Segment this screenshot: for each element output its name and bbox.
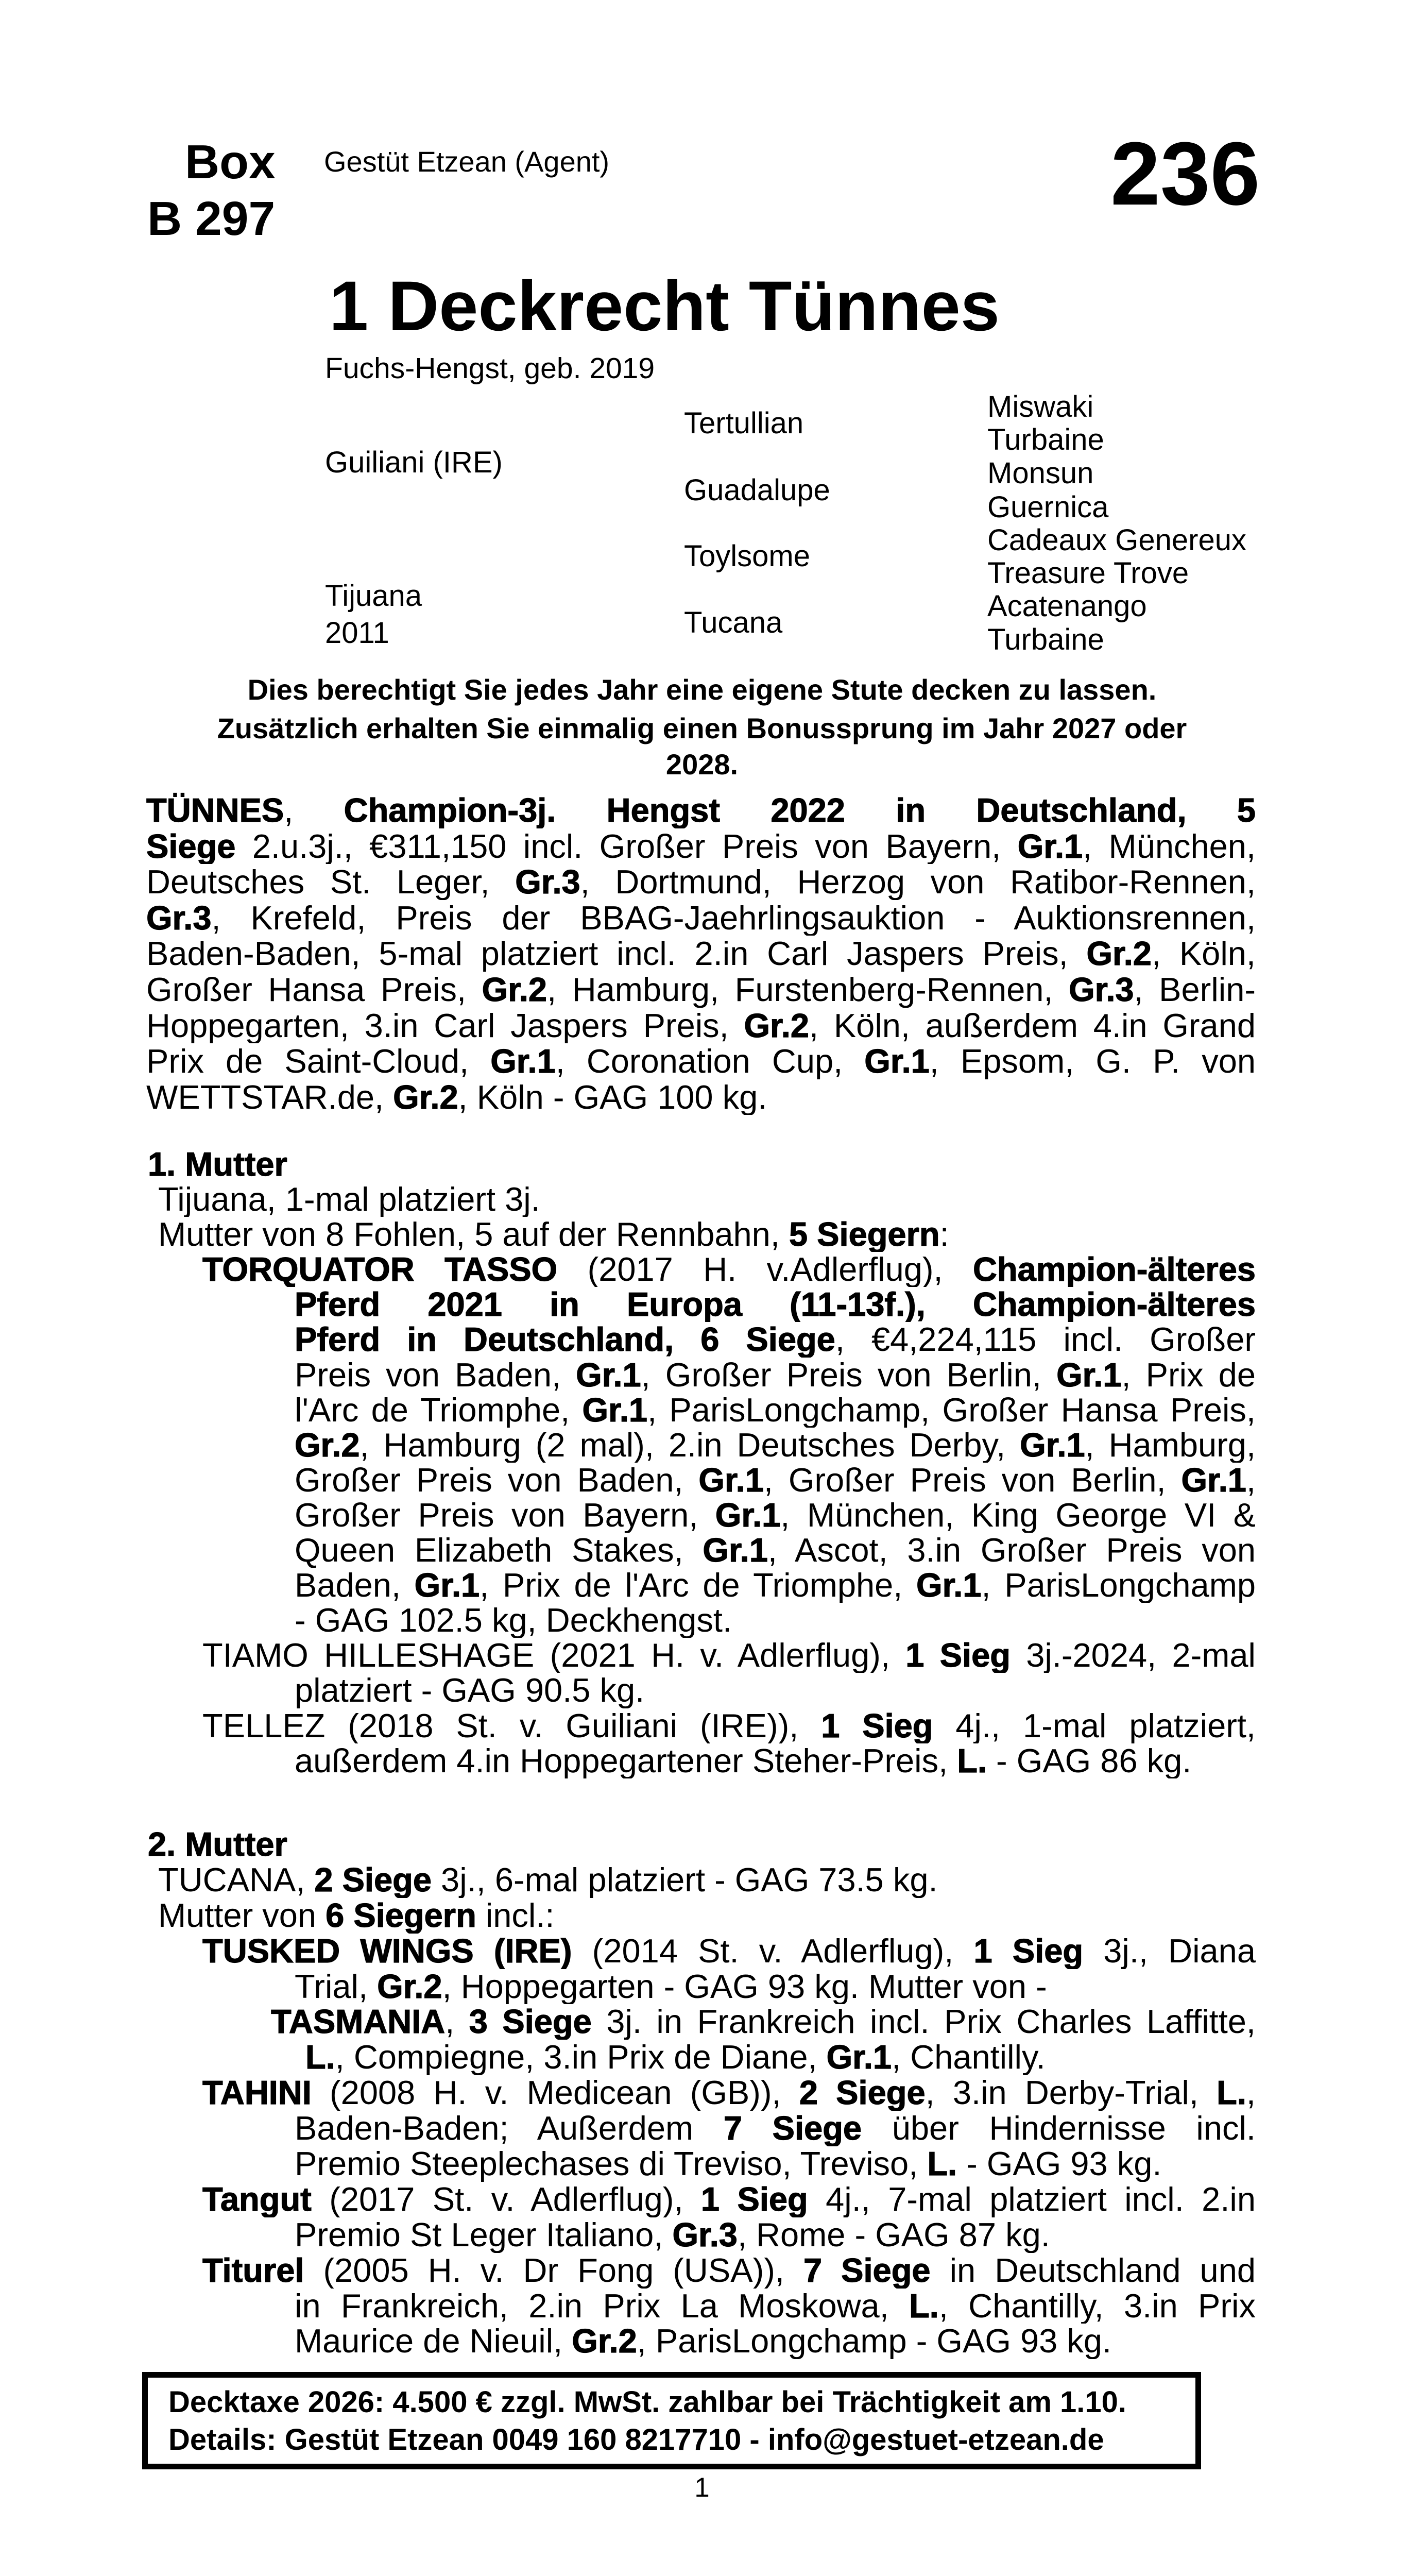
- text: Baden-Baden; Außerdem: [295, 2111, 724, 2147]
- bold-text: L.: [1217, 2075, 1246, 2111]
- dam-produce: [158, 1898, 1256, 1934]
- offspring-entry-line: [295, 1287, 1256, 1322]
- text: 2.u.3j., €311,150 incl. Großer Preis von Bayern,: [235, 828, 1018, 865]
- bold-text: 2 Siege: [314, 1862, 432, 1898]
- text: Baden-Baden, 5-mal platziert incl. 2.in Carl Jaspers Preis,: [146, 936, 1087, 972]
- offspring-entry-line: [295, 1428, 1256, 1463]
- bold-text: Gr.1: [1020, 1427, 1085, 1463]
- lot-title: 1 Deckrecht Tünnes: [329, 267, 1000, 346]
- consignor: Gestüt Etzean (Agent): [324, 145, 610, 178]
- text: Tijuana, 1-mal platziert 3j.: [158, 1182, 540, 1217]
- bold-text: 3 Siege: [469, 2004, 592, 2040]
- text: Prix de Saint-Cloud,: [146, 1043, 491, 1079]
- bold-text: Gr.1: [698, 1462, 764, 1498]
- text: - GAG 86 kg.: [987, 1743, 1192, 1778]
- bold-text: L.: [927, 2146, 957, 2182]
- bold-text: Gr.3: [672, 2217, 738, 2253]
- bold-text: TORQUATOR TASSO: [202, 1252, 558, 1287]
- offspring-entry-line: [295, 1463, 1256, 1498]
- text: Queen Elizabeth Stakes,: [295, 1533, 703, 1568]
- record-line: [146, 864, 1256, 900]
- bold-text: Gr.2: [393, 1079, 458, 1115]
- text: Mutter von 8 Fohlen, 5 auf der Rennbahn,: [158, 1217, 789, 1252]
- page-number: 1: [694, 2472, 710, 2503]
- notice-line: Dies berechtigt Sie jedes Jahr eine eigene Stute decken zu lassen.: [247, 673, 1157, 706]
- bold-text: TASMANIA: [271, 2004, 446, 2040]
- pedigree-sire-sire: Tertullian: [684, 406, 804, 440]
- text: Mutter von: [158, 1897, 326, 1934]
- bold-text: Tangut: [202, 2181, 312, 2217]
- stallion-record: [0, 792, 1404, 1115]
- bold-text: Gr.1: [576, 1357, 641, 1393]
- record-line: [146, 972, 1256, 1008]
- box-label: Box: [185, 135, 276, 189]
- text: , Compiegne, 3.in Prix de Diane,: [335, 2040, 827, 2076]
- pedigree-dsd: Treasure Trove: [987, 556, 1189, 590]
- bold-text: Gr.3: [146, 900, 212, 936]
- text: , Großer Preis von Berlin,: [641, 1357, 1057, 1393]
- text: (2008 H. v. Medicean (GB)),: [311, 2075, 799, 2111]
- text: Baden,: [295, 1568, 415, 1603]
- offspring-entry-line: [295, 1673, 1256, 1708]
- text: Deutsches St. Leger,: [146, 864, 516, 900]
- dam-summary: [158, 1862, 1256, 1898]
- pedigree-dds: Acatenango: [987, 589, 1147, 623]
- offspring-entry-line: [295, 1358, 1256, 1393]
- bold-text: 6 Siegern: [326, 1897, 476, 1934]
- offspring-entry-line: [295, 2146, 1256, 2182]
- offspring-entry-line: [295, 2324, 1256, 2359]
- offspring-entry-line: [295, 2111, 1256, 2146]
- text: , Krefeld, Preis der BBAG-Jaehrlingsauktion - Auktionsrennen,: [211, 900, 1256, 936]
- bold-text: Gr.1: [864, 1043, 930, 1079]
- bold-text: Gr.2: [1086, 936, 1152, 972]
- bold-text: Gr.3: [515, 864, 580, 900]
- stud-fee-box: [142, 2372, 1201, 2469]
- text: , Prix de: [1121, 1357, 1256, 1393]
- bold-text: TAHINI: [202, 2075, 312, 2111]
- bold-text: TÜNNES: [146, 792, 284, 828]
- second-dam-section: [0, 1827, 1404, 2359]
- text: (2017 St. v. Adlerflug),: [311, 2181, 701, 2217]
- contact-line: Details: Gestüt Etzean 0049 160 8217710 - info@gestuet-etzean.de: [168, 2423, 1104, 2456]
- stud-fee-line: Decktaxe 2026: 4.500 € zzgl. MwSt. zahlbar bei Trächtigkeit am 1.10.: [168, 2385, 1127, 2419]
- bold-text: Siege: [146, 828, 236, 865]
- offspring-entry-line: [295, 2289, 1256, 2324]
- record-line: [146, 1008, 1256, 1044]
- text: ,: [284, 792, 344, 828]
- bold-text: 7 Siege: [723, 2111, 862, 2147]
- text: , Großer Preis von Berlin,: [763, 1462, 1182, 1498]
- pedigree-dam: Tijuana: [325, 579, 422, 613]
- pedigree-sire-dam: Guadalupe: [684, 473, 830, 507]
- dam-produce: [158, 1217, 1256, 1252]
- text: Maurice de Nieuil,: [295, 2324, 572, 2360]
- text: 3j. in Frankreich incl. Prix Charles Laffitte,: [591, 2004, 1256, 2040]
- bold-text: Gr.1: [1181, 1462, 1246, 1498]
- pedigree-sire: Guiliani (IRE): [325, 446, 503, 479]
- bold-text: Gr.1: [490, 1043, 556, 1079]
- text: , Chantilly.: [892, 2040, 1046, 2076]
- text: - GAG 102.5 kg, Deckhengst.: [295, 1603, 732, 1638]
- bold-text: Pferd 2021 in Europa (11-13f.), Champion-älteres: [295, 1287, 1256, 1323]
- pedigree-sds: Monsun: [987, 456, 1094, 490]
- pedigree-dam-dam: Tucana: [684, 606, 783, 639]
- text: , Epsom, G. P. von: [929, 1043, 1256, 1079]
- text: Preis von Baden,: [295, 1357, 576, 1393]
- pedigree-ddd: Turbaine: [987, 623, 1104, 656]
- bold-text: Gr.1: [826, 2040, 892, 2076]
- notice-line: 2028.: [665, 748, 739, 781]
- record-line: [146, 792, 1256, 828]
- bold-text: Champion-älteres: [972, 1252, 1256, 1287]
- pedigree-ssd: Turbaine: [987, 423, 1104, 456]
- text: , Hoppegarten - GAG 93 kg. Mutter von -: [442, 1969, 1047, 2005]
- text: , Hamburg (2 mal), 2.in Deutsches Derby,: [359, 1427, 1020, 1463]
- bold-text: Pferd in Deutschland, 6 Siege: [295, 1322, 835, 1358]
- text: über Hindernisse incl.: [862, 2111, 1256, 2147]
- text: , Coronation Cup,: [555, 1043, 865, 1079]
- text: platziert - GAG 90.5 kg.: [295, 1673, 645, 1708]
- section-heading: 2. Mutter: [148, 1827, 287, 1862]
- text: , Köln,: [1151, 936, 1256, 972]
- text: l'Arc de Triomphe,: [295, 1392, 583, 1428]
- bold-text: Gr.1: [1056, 1357, 1122, 1393]
- record-line: [146, 936, 1256, 972]
- text: Trial,: [295, 1969, 378, 2005]
- box-number: B 297: [147, 192, 276, 245]
- first-dam-section: [0, 1147, 1404, 1778]
- text: Premio Steeplechases di Treviso, Treviso,: [295, 2146, 928, 2182]
- text: , ParisLongchamp: [981, 1568, 1256, 1603]
- text: ,: [1246, 2075, 1256, 2111]
- offspring-entry-line: [295, 2217, 1256, 2253]
- text: , €4,224,115 incl. Großer: [835, 1322, 1256, 1358]
- text: 3j., Diana: [1083, 1933, 1256, 1969]
- pedigree-dam-sire: Toylsome: [684, 539, 810, 573]
- dam-summary: [158, 1182, 1256, 1217]
- bold-text: Gr.2: [377, 1969, 442, 2005]
- text: , 3.in Derby-Trial,: [925, 2075, 1217, 2111]
- text: in Deutschland und: [930, 2252, 1256, 2289]
- text: , ParisLongchamp, Großer Hansa Preis,: [647, 1392, 1256, 1428]
- text: , Ascot, 3.in Großer Preis von: [767, 1533, 1256, 1568]
- text: - GAG 93 kg.: [957, 2146, 1162, 2182]
- offspring-entry-line: [295, 1568, 1256, 1603]
- text: ,: [445, 2004, 469, 2040]
- offspring-entry-line: [295, 1743, 1256, 1778]
- pedigree-sdd: Guernica: [987, 490, 1109, 524]
- bold-text: L.: [909, 2288, 939, 2324]
- text: Großer Preis von Bayern,: [295, 1497, 715, 1533]
- bold-text: Gr.2: [572, 2324, 637, 2360]
- offspring-entry: [271, 2004, 1256, 2040]
- bold-text: 1 Sieg: [700, 2181, 808, 2217]
- offspring-entry: [202, 1252, 1256, 1287]
- lot-number: 236: [1110, 123, 1260, 224]
- text: , Hamburg, Furstenberg-Rennen,: [547, 971, 1069, 1008]
- bold-text: TUSKED WINGS (IRE): [202, 1933, 572, 1969]
- offspring-entry-line: [295, 1603, 1256, 1638]
- bold-text: Gr.1: [1017, 828, 1083, 865]
- bold-text: 1 Sieg: [905, 1638, 1011, 1673]
- record-line: [146, 900, 1256, 936]
- text: , Rome - GAG 87 kg.: [737, 2217, 1050, 2253]
- bold-text: 1 Sieg: [973, 1933, 1084, 1969]
- bold-text: L.: [957, 1743, 987, 1778]
- text: , Köln - GAG 100 kg.: [458, 1079, 767, 1115]
- text: , Hamburg,: [1085, 1427, 1256, 1463]
- text: , Köln, außerdem 4.in Grand: [809, 1007, 1256, 1044]
- text: ,: [1246, 1462, 1256, 1498]
- text: 3j., 6-mal platziert - GAG 73.5 kg.: [432, 1862, 938, 1898]
- record-line: [146, 1043, 1256, 1079]
- offspring-entry: [202, 1708, 1256, 1743]
- bold-text: 1 Sieg: [821, 1708, 933, 1743]
- text: (2014 St. v. Adlerflug),: [572, 1933, 974, 1969]
- bold-text: Gr.2: [744, 1007, 809, 1044]
- text: :: [939, 1217, 949, 1252]
- bold-text: Gr.1: [703, 1533, 768, 1568]
- offspring-entry: [202, 1638, 1256, 1673]
- bold-text: Gr.3: [1069, 971, 1134, 1008]
- record-line: [146, 828, 1256, 865]
- offspring-entry: [202, 2182, 1256, 2217]
- offspring-entry-line: [295, 1498, 1256, 1533]
- notice-line: Zusätzlich erhalten Sie einmalig einen Bonussprung im Jahr 2027 oder: [217, 712, 1187, 744]
- text: Großer Preis von Baden,: [295, 1462, 699, 1498]
- offspring-entry: [202, 2253, 1256, 2289]
- pedigree-dam-year: 2011: [325, 616, 389, 650]
- text: in Frankreich, 2.in Prix La Moskowa,: [295, 2288, 910, 2324]
- offspring-entry-line: [295, 1393, 1256, 1428]
- bold-text: Gr.1: [414, 1568, 480, 1603]
- record-line: [146, 1079, 1256, 1115]
- bold-text: Gr.2: [295, 1427, 360, 1463]
- pedigree-dss: Cadeaux Genereux: [987, 523, 1246, 557]
- bold-text: 7 Siege: [803, 2252, 931, 2289]
- bold-text: Gr.2: [482, 971, 547, 1008]
- text: , Chantilly, 3.in Prix: [938, 2288, 1256, 2324]
- bold-text: Champion-3j. Hengst 2022 in Deutschland, 5: [344, 792, 1256, 828]
- bold-text: 5 Siegern: [789, 1217, 940, 1252]
- text: , München, King George VI &: [780, 1497, 1256, 1533]
- text: , Dortmund, Herzog von Ratibor-Rennen,: [580, 864, 1256, 900]
- text: außerdem 4.in Hoppegartener Steher-Preis,: [295, 1743, 957, 1778]
- text: Großer Hansa Preis,: [146, 971, 482, 1008]
- section-heading: 1. Mutter: [148, 1147, 287, 1182]
- bold-text: 2 Siege: [799, 2075, 926, 2111]
- bold-text: Gr.1: [582, 1392, 648, 1428]
- text: , Berlin-: [1134, 971, 1256, 1008]
- text: incl.:: [476, 1897, 555, 1934]
- text: (2005 H. v. Dr Fong (USA)),: [304, 2252, 803, 2289]
- bold-text: L.: [305, 2040, 335, 2076]
- text: TIAMO HILLESHAGE (2021 H. v. Adlerflug),: [202, 1638, 906, 1673]
- text: , ParisLongchamp - GAG 93 kg.: [637, 2324, 1112, 2360]
- lot-subtitle: Fuchs-Hengst, geb. 2019: [325, 352, 655, 385]
- text: Premio St Leger Italiano,: [295, 2217, 673, 2253]
- offspring-entry: [202, 1934, 1256, 1969]
- offspring-entry-line: [295, 1969, 1256, 2005]
- offspring-entry: [202, 2075, 1256, 2111]
- text: WETTSTAR.de,: [146, 1079, 393, 1115]
- text: 4j., 1-mal platziert,: [933, 1708, 1256, 1743]
- offspring-entry-line: [295, 1533, 1256, 1568]
- bold-text: Gr.1: [916, 1568, 982, 1603]
- bold-text: Titurel: [202, 2252, 304, 2289]
- text: 4j., 7-mal platziert incl. 2.in: [808, 2181, 1256, 2217]
- text: 3j.-2024, 2-mal: [1010, 1638, 1256, 1673]
- text: Hoppegarten, 3.in Carl Jaspers Preis,: [146, 1007, 744, 1044]
- text: , Prix de l'Arc de Triomphe,: [480, 1568, 917, 1603]
- bold-text: Gr.1: [715, 1497, 781, 1533]
- text: , München,: [1083, 828, 1256, 865]
- text: (2017 H. v.Adlerflug),: [557, 1252, 973, 1287]
- offspring-entry-line: [305, 2040, 1256, 2075]
- offspring-entry-line: [295, 1322, 1256, 1357]
- text: TELLEZ (2018 St. v. Guiliani (IRE)),: [202, 1708, 821, 1743]
- pedigree-sss: Miswaki: [987, 390, 1094, 423]
- text: TUCANA,: [158, 1862, 315, 1898]
